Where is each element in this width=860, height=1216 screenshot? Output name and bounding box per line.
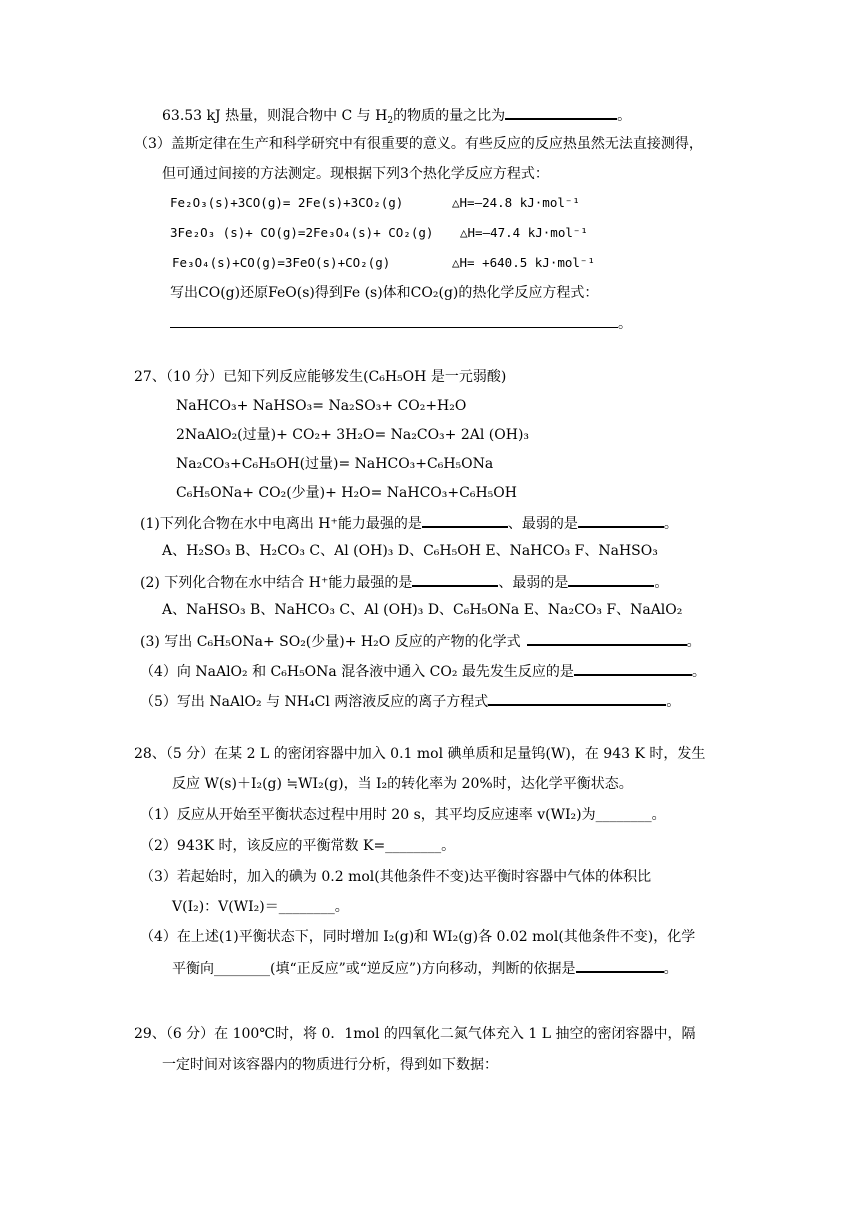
q26-text: 63.53 kJ 热量，则混合物中 C 与 H <box>162 108 388 124</box>
q27-part2 <box>140 571 668 593</box>
q28-part3-b: V(I₂)：V(WI₂)＝________。 <box>172 899 349 915</box>
q26-part3-line1 <box>134 134 703 154</box>
q29-heading: 29、（6 分）在 100℃时，将 0．1mol 的四氧化二氮气体充入 1 L 抽空的密闭容器中，隔 <box>134 1026 696 1042</box>
q27-options-1: A、H₂SO₃ B、H₂CO₃ C、Al (OH)₃ D、C₆H₅OH E、NaHCO₃ F、NaHSO₃ <box>162 543 658 559</box>
equation-2: 3Fe₂O₃ (s)+ CO(g)=2Fe₃O₄(s)+ CO₂(g) <box>170 225 434 240</box>
q29-heading-2: 一定时间对该容器内的物质进行分析，得到如下数据： <box>162 1057 498 1073</box>
q27-part3 <box>140 630 701 652</box>
part-label: （3） <box>134 136 171 152</box>
period: 。 <box>617 108 632 124</box>
answer-blank[interactable] <box>568 571 654 587</box>
q28-part4: （4）在上述(1)平衡状态下，同时增加 I₂(g)和 WI₂(g)各 0.02 mol(其他条件不变)，化学 <box>140 929 696 945</box>
q26-answer-line <box>170 313 632 334</box>
q26-ask: 写出CO(g)还原FeO(s)得到Fe (s)体和CO₂(g)的热化学反应方程式： <box>170 285 599 301</box>
q27-options-2: A、NaHSO₃ B、NaHCO₃ C、Al (OH)₃ D、C₆H₅ONa E、Na₂CO₃ F、NaAlO₂ <box>162 602 683 618</box>
answer-blank[interactable] <box>488 690 666 706</box>
enthalpy-3: △H= +640.5 kJ·mol⁻¹ <box>452 255 595 270</box>
q26-sub: 2 <box>387 116 394 126</box>
part-text: 盖斯定律在生产和科学研究中有很重要的意义。有些反应的反应热虽然无法直接测得， <box>170 136 703 152</box>
q28-heading-2: 反应 W(s)＋I₂(g) ≒WI₂(g)，当 I₂的转化率为 20%时，达化学平衡状态。 <box>172 776 633 792</box>
part-text: 平衡向________(填“正反应”或“逆反应”)方向移动，判断的依据是 <box>172 961 576 977</box>
answer-blank[interactable] <box>505 104 617 120</box>
q27-part1 <box>140 512 678 534</box>
period: 。 <box>663 961 678 977</box>
q26-line1 <box>162 104 631 131</box>
part-text: 、最弱的是 <box>498 575 569 591</box>
enthalpy-1: △H=—24.8 kJ·mol⁻¹ <box>452 195 580 210</box>
part-text: （5）写出 NaAlO₂ 与 NH₄Cl 两溶液反应的离子方程式 <box>140 694 489 710</box>
answer-blank[interactable] <box>576 957 664 973</box>
period: 。 <box>618 316 632 332</box>
q28-part3: （3）若起始时，加入的碘为 0.2 mol(其他条件不变)达平衡时容器中气体的体积比 <box>140 869 652 885</box>
q27-reaction-2: 2NaAlO₂(过量)+ CO₂+ 3H₂O= Na₂CO₃+ 2Al (OH)₃ <box>176 427 530 443</box>
part-text: (1)下列化合物在水中电离出 H⁺能力最强的是 <box>140 516 422 532</box>
period: 。 <box>691 664 706 680</box>
period: 。 <box>654 575 669 591</box>
answer-blank[interactable] <box>527 630 687 646</box>
q28-part4-b <box>172 957 678 979</box>
period: 。 <box>666 694 681 710</box>
part-text: （4）向 NaAlO₂ 和 C₆H₅ONa 混各液中通入 CO₂ 最先发生反应的是 <box>140 664 574 680</box>
part-text: 但可通过间接的方法测定。现根据下列3个热化学反应方程式： <box>162 166 549 182</box>
q27-reaction-3: Na₂CO₃+C₆H₅OH(过量)= NaHCO₃+C₆H₅ONa <box>176 456 494 472</box>
period: 。 <box>686 634 701 650</box>
part-text: (3) 写出 C₆H₅ONa+ SO₂(少量)+ H₂O 反应的产物的化学式 <box>140 634 521 650</box>
answer-blank[interactable] <box>170 313 618 328</box>
q27-reaction-4: C₆H₅ONa+ CO₂(少量)+ H₂O= NaHCO₃+C₆H₅OH <box>176 485 517 501</box>
q26-part3-line2 <box>162 164 549 184</box>
q28-part2: （2）943K 时，该反应的平衡常数 K=________。 <box>140 838 456 854</box>
q27-part4 <box>140 660 706 682</box>
equation-3: Fe₃O₄(s)+CO(g)=3FeO(s)+CO₂(g) <box>172 255 391 270</box>
answer-blank[interactable] <box>574 660 692 676</box>
part-text: 、最弱的是 <box>507 516 578 532</box>
answer-blank[interactable] <box>578 512 664 528</box>
q28-part1: （1）反应从开始至平衡状态过程中用时 20 s，其平均反应速率 v(WI₂)为________。 <box>140 807 666 823</box>
period: 。 <box>663 516 678 532</box>
q27-heading: 27、（10 分）已知下列反应能够发生(C₆H₅OH 是一元弱酸) <box>134 369 507 385</box>
q27-reaction-1: NaHCO₃+ NaHSO₃= Na₂SO₃+ CO₂+H₂O <box>176 398 467 414</box>
q26-text-b: 的物质的量之比为 <box>393 108 506 124</box>
answer-blank[interactable] <box>422 512 508 528</box>
enthalpy-2: △H=—47.4 kJ·mol⁻¹ <box>460 225 588 240</box>
answer-blank[interactable] <box>412 571 498 587</box>
equation-1: Fe₂O₃(s)+3CO(g)= 2Fe(s)+3CO₂(g) <box>170 195 404 210</box>
q27-part5 <box>140 690 680 712</box>
q28-heading: 28、（5 分）在某 2 L 的密闭容器中加入 0.1 mol 碘单质和足量钨(W)，在 943 K 时，发生 <box>134 746 706 762</box>
part-text: (2) 下列化合物在水中结合 H⁺能力最强的是 <box>140 575 413 591</box>
